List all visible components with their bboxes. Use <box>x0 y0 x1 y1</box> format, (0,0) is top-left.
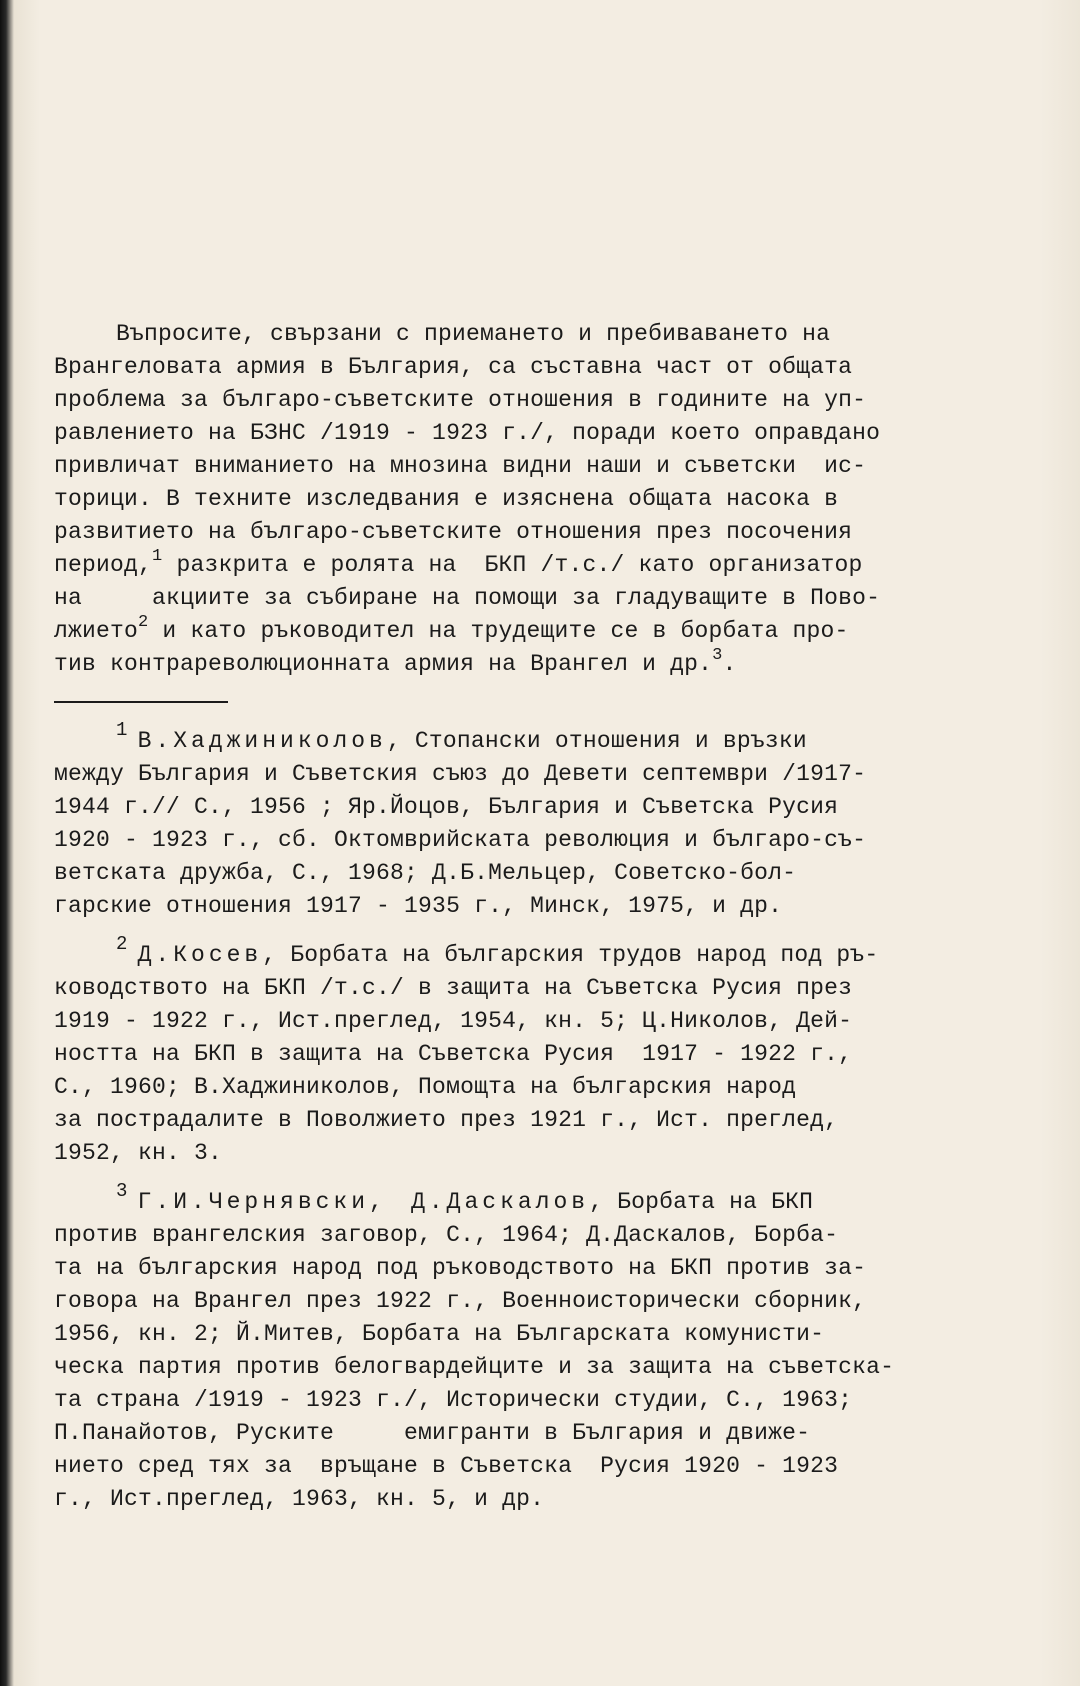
footnote-ref-1: 1 <box>152 547 163 566</box>
text-segment: , Борбата на БКП <box>589 1189 814 1215</box>
text-line: торици. В техните изследвания е изяснена общата насока в <box>54 486 839 512</box>
footnote-number: 3 <box>116 1180 128 1202</box>
text-line <box>54 615 1024 648</box>
footnote-3 <box>54 1180 1024 1516</box>
footnote-line: П.Панайотов, Руските емигранти в България и движе- <box>54 1420 811 1446</box>
text-segment: лжието <box>54 618 139 644</box>
footnote-line <box>54 719 1024 758</box>
text-line: развитието на българо-съветските отношения през посочения <box>54 519 853 545</box>
text-segment: период, <box>54 552 153 578</box>
text-line: Въпросите, свързани с приемането и пребиваването на <box>116 321 831 347</box>
footnote-line: С., 1960; В.Хаджиниколов, Помощта на българския народ <box>54 1074 797 1100</box>
text-line <box>54 648 1024 681</box>
footnote-line: та страна /1919 - 1923 г./, Исторически студии, С., 1963; <box>54 1387 853 1413</box>
footnote-number: 2 <box>116 933 128 955</box>
footnote-line: гарские отношения 1917 - 1935 г., Минск, 1975, и др. <box>54 893 783 919</box>
footnote-ref-2: 2 <box>138 613 149 632</box>
footnote-line: та на българския народ под ръководството на БКП против за- <box>54 1255 867 1281</box>
footnote-number: 1 <box>116 719 128 741</box>
footnote-line: ческа партия против белогвардейците и за защита на съветска- <box>54 1354 895 1380</box>
text-segment: , Стопански отношения и връзки <box>386 728 807 754</box>
text-line <box>54 549 1024 582</box>
footnote-line: ветската дружба, С., 1968; Д.Б.Мельцер, Советско-бол- <box>54 860 797 886</box>
text-segment: тив контрареволюционната армия на Врангел и др. <box>54 651 713 677</box>
footnote-line: 1920 - 1923 г., сб. Октомврийската революция и българо-съ- <box>54 827 867 853</box>
text-line: Врангеловата армия в България, са съставна част от общата <box>54 354 853 380</box>
text-segment: , Борбата на българския трудов народ под ръ- <box>262 942 879 968</box>
text-line: привличат вниманието на мнозина видни наши и съветски ис- <box>54 453 867 479</box>
footnote-line: 1952, кн. 3. <box>54 1140 223 1166</box>
footnote-line: 1944 г.// С., 1956 ; Яр.Йоцов, България и Съветска Русия <box>54 794 839 820</box>
footnote-1 <box>54 719 1024 923</box>
footnote-line: 1919 - 1922 г., Ист.преглед, 1954, кн. 5; Ц.Николов, Дей- <box>54 1008 853 1034</box>
footnote-divider <box>54 701 228 703</box>
document-body <box>54 318 1024 1532</box>
text-line: проблема за българо-съветските отношения в годините на уп- <box>54 387 867 413</box>
footnote-line: ността на БКП в защита на Съветска Русия 1917 - 1922 г., <box>54 1041 853 1067</box>
footnote-author: Д.Даскалов <box>411 1189 590 1215</box>
footnote-line: между България и Съветския съюз до Девети септември /1917- <box>54 761 867 787</box>
footnote-2 <box>54 933 1024 1170</box>
footnote-line: ководството на БКП /т.с./ в защита на Съветска Русия през <box>54 975 853 1001</box>
footnote-line: говора на Врангел през 1922 г., Военноисторически сборник, <box>54 1288 867 1314</box>
footnote-author: В.Хаджиниколов <box>137 728 387 754</box>
footnote-line <box>54 933 1024 972</box>
footnote-line: против врангелския заговор, С., 1964; Д.Даскалов, Борба- <box>54 1222 839 1248</box>
text-segment: разкрита е ролята на БКП /т.с./ като организатор <box>162 552 863 578</box>
footnote-line: нието сред тях за връщане в Съветска Русия 1920 - 1923 <box>54 1453 839 1479</box>
text-segment: , <box>369 1189 412 1215</box>
footnote-line: 1956, кн. 2; Й.Митев, Борбата на Българската комунисти- <box>54 1321 825 1347</box>
text-segment: и като ръководител на трудещите се в борбата про- <box>148 618 849 644</box>
text-line: на акциите за събиране на помощи за гладуващите в Пово- <box>54 585 881 611</box>
footnote-author: Д.Косев <box>137 942 263 968</box>
footnote-author: Г.И.Чернявски <box>137 1189 370 1215</box>
footnote-line: г., Ист.преглед, 1963, кн. 5, и др. <box>54 1486 545 1512</box>
text-segment: . <box>722 651 737 677</box>
main-paragraph <box>54 318 1024 681</box>
footnote-line: за пострадалите в Поволжието през 1921 г., Ист. преглед, <box>54 1107 839 1133</box>
footnote-line <box>54 1180 1024 1219</box>
footnote-ref-3: 3 <box>712 646 723 665</box>
text-line: равлението на БЗНС /1919 - 1923 г./, поради което оправдано <box>54 420 881 446</box>
